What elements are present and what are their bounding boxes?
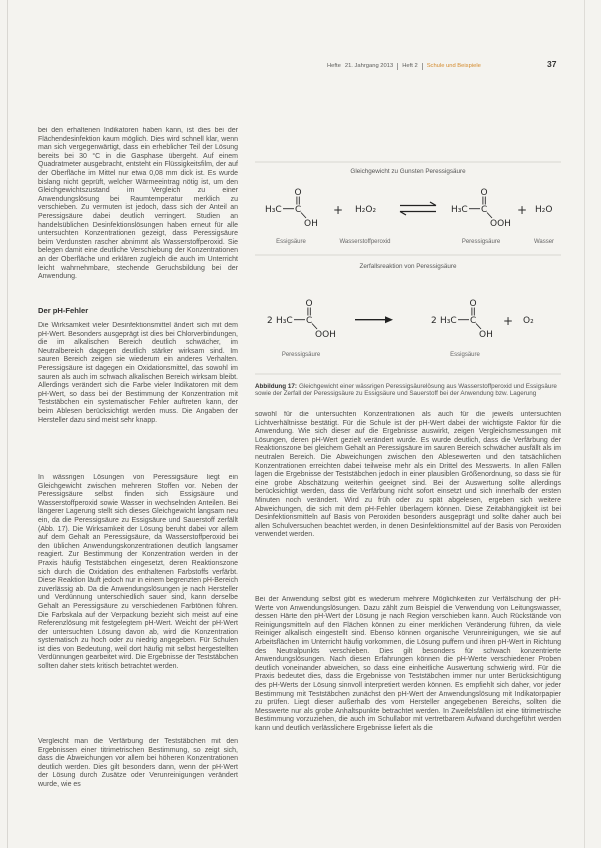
label-wasser: Wasser: [533, 239, 555, 245]
right-paragraph-1: sowohl für die untersuchten Konzentrationen als auch für die jeweils untersuchten Lichtverhältnisse bestätigt. Für die Schule ist der pH-Wert dabei der wichtigste Faktor für die Anwendung. Wie sich dieser auf die Ergebnisse auswirkt, zeigen Vergleichsmessungen mit Lösungen, deren pH-Wert gezielt verändert wurde. Es wurde deutlich, dass die Verfärbung der Reaktionszone bei gleichem Gehalt an Peressigsäure im sauren Bereich schwächer ausfällt als im neutralen Bereich. Die Abweichungen zwischen den Ablesewerten und den tatsächlichen Konzentrationen erreichten dabei teilweise mehr als ein Drittel des Messwerts. In allen Fällen lagen die Ergebnisse der Teststäbchen jedoch in einer plausiblen Größenordnung, so dass sie für eine grobe Abschätzung weiterhin geeignet sind. Bei der Auswertung sollte allerdings berücksichtigt werden, dass die Verfärbung nicht sofort einsetzt und sich innerhalb der ersten Minuten noch verändert. Wird zu früh oder zu spät abgelesen, ergeben sich weitere Abweichungen, die sich mit dem pH-Fehler überlagern können. Diese Zeitabhängigkeit ist bei Desinfektionsmitteln auf Basis von Peroxiden besonders ausgeprägt und sollte daher auch bei allen Schulversuchen beachtet werden, in denen Desinfektionsmittel auf der Basis von Peroxiden verwendet werden.: [255, 411, 561, 539]
methyl-group: H₃C: [276, 316, 293, 326]
label-peressigsaeure: Peressigsäure: [461, 239, 501, 245]
label-wasserstoffperoxid: Wasserstoffperoxid: [339, 239, 391, 245]
reaction-arrow: [355, 316, 393, 323]
molecule-essigsaeure: [265, 188, 318, 229]
plus-sign: +: [503, 314, 514, 328]
section-heading: Der pH-Fehler: [38, 306, 89, 315]
hydroxy-group: OH: [479, 330, 493, 340]
backward-arrow: [400, 212, 436, 216]
header-separator: [397, 63, 398, 70]
forward-arrow: [400, 202, 436, 206]
left-paragraph-4: Vergleicht man die Verfärbung der Teststäbchen mit den Ergebnissen einer titrimetrischen Bestimmung, so zeigt sich, dass die Abweichungen vor allem bei höheren Konzentrationen deutlich werden. Dies gilt besonders dann, wenn der pH-Wert der Lösung durch Zusätze oder Verunreinigungen verändert wurde, wie es: [38, 738, 238, 788]
molecule-essigsaeure-product: [431, 299, 493, 340]
equilibrium-title: Gleichgewicht zu Gunsten Peressigsäure: [350, 168, 466, 175]
oxygen-formula: O₂: [523, 316, 534, 326]
label-peressigsaeure: Peressigsäure: [281, 352, 321, 358]
page-edge-right: [584, 0, 585, 848]
stoichiometric-coefficient: 2: [431, 316, 437, 326]
carbonyl-oxygen: O: [294, 188, 302, 198]
section-name: Schule und Beispiele: [426, 63, 481, 69]
header-separator: [422, 63, 423, 70]
carbonyl-carbon: C: [481, 205, 488, 215]
carbon-oxygen-bond: [301, 213, 306, 219]
carbon-oxygen-bond: [487, 213, 492, 219]
reaction-arrow-head: [385, 316, 393, 323]
peroxy-group: OOH: [315, 330, 336, 340]
plus-sign: +: [333, 203, 344, 217]
page-edge-left: [7, 0, 8, 848]
decomposition-title: Zerfallsreaktion von Peressigsäure: [359, 263, 457, 270]
carbonyl-carbon: C: [306, 316, 313, 326]
carbonyl-oxygen: O: [305, 299, 313, 309]
carbonyl-oxygen: O: [480, 188, 488, 198]
molecule-peressigsaeure-reactant: [267, 299, 336, 340]
left-paragraph-2: Die Wirksamkeit vieler Desinfektionsmittel ändert sich mit dem pH-Wert. Besonders ausgeprägt ist dies bei Chlorverbindungen, die im alkalischen Bereich deutlich schwächer, im Neutralbereich dagegen deutlich stärker wirksam sind. Im sauren Bereich zeigen sie wiederum ein anderes Verhalten. Peressigsäure ist dagegen ein Oxidationsmittel, das sowohl im sauren als auch im schwach alkalischen Bereich wirksam bleibt. Allerdings verändert sich die Farbe vieler Indikatoren mit dem pH-Wert, so dass bei der Bestimmung der Konzentration mit Teststäbchen ein systematischer Fehler auftreten kann, der beim Ablesen berücksichtigt werden muss. Die Angaben der Hersteller dazu sind meist sehr knapp.: [38, 322, 238, 424]
methyl-group: H₃C: [451, 205, 468, 215]
peroxy-group: OOH: [490, 219, 511, 229]
page-number: 37: [547, 59, 557, 69]
carbonyl-carbon: C: [470, 316, 477, 326]
right-paragraph-2: Bei der Anwendung selbst gibt es wiederum mehrere Möglichkeiten zur Verfälschung der pH-Werte von Anwendungslösungen. Dazu zählt zum Beispiel die Verwendung von Leitungswasser, dessen Härte den pH-Wert der Lösung je nach Region verschieben kann. Auch Rückstände von Reinigungsmitteln auf den Flächen können zu einer merklichen Veränderung führen, da viele Reiniger alkalisch eingestellt sind. Ebenso können organische Verunreinigungen, wie sie auf Arbeitsflächen im Unterricht häufig vorkommen, die Lösung puffern und ihren pH-Wert in Richtung des Neutralpunkts verschieben. Dies gilt besonders für schwach konzentrierte Anwendungslösungen. Nach diesen Erfahrungen können die pH-Werte verschiedener Proben deutlich voneinander abweichen, so dass eine einheitliche Auswertung schwierig wird. Für die Praxis bedeutet dies, dass die Ergebnisse von Teststäbchen immer nur unter Berücksichtigung des pH-Werts der Lösung sinnvoll interpretiert werden können. Es empfiehlt sich daher, vor jeder Bestimmung mit Teststäbchen zunächst den pH-Wert der Anwendungslösung mit Indikatorpapier zu prüfen. Liegt dieser außerhalb des vom Hersteller angegebenen Bereichs, sollten die Messwerte nur als grobe Anhaltspunkte betrachtet werden. In Zweifelsfällen ist eine titrimetrische Bestimmung vorzuziehen, die auch im Schullabor mit vertretbarem Aufwand durchgeführt werden kann und deutlich verlässlichere Ergebnisse liefert als die: [255, 596, 561, 732]
carbonyl-oxygen: O: [469, 299, 477, 309]
stoichiometric-coefficient: 2: [267, 316, 273, 326]
plus-sign: +: [517, 203, 528, 217]
figure-caption: [255, 383, 561, 398]
hydrogen-peroxide-formula: H₂O₂: [355, 205, 377, 215]
molecule-peressigsaeure: [451, 188, 511, 229]
journal-name: Hefte: [327, 63, 341, 69]
hydroxy-group: OH: [304, 219, 318, 229]
carbon-oxygen-bond: [312, 324, 317, 330]
label-essigsaeure: Essigsäure: [276, 239, 306, 245]
issue-info: Heft 2: [402, 63, 418, 69]
water-formula: H₂O: [535, 205, 553, 215]
figure-caption-text: Gleichgewicht einer wässrigen Peressigsäurelösung aus Wasserstoffperoxid und Essigsäure sowie der Zerfall der Peressigsäure zu Essigsäure und Sauerstoff bei der Anwendung bzw. Lagerung: [255, 383, 557, 398]
equilibrium-arrows: [400, 202, 436, 215]
left-paragraph-1: bei den erhaltenen Indikatoren haben kann, ist dies bei der Flächendesinfektion kaum möglich. Dies wird schnell klar, wenn man sich vergegenwärtigt, dass ein erheblicher Teil der Lösung bereits bei 30 °C in die Gasphase übergeht. Auf einem Quadratmeter ausgebracht, entsteht ein Flüssigkeitsfilm, der auf der Oberfläche im Mittel nur etwa 0,08 mm dick ist. Es wurde bislang nicht geprüft, welcher Wärmeeintrag nötig ist, um den Gleichgewichtszustand im Vergleich zu einer Anwendungslösung bei Raumtemperatur merklich zu verschieben. Zu vermuten ist jedoch, dass sich der Anteil an Peressigsäure dabei deutlich verringert. Studien an handelsüblichen Desinfektionslösungen haben erneut für alle untersuchten Konzentrationen gezeigt, dass Peressigsäure beim Verdunsten rascher abnimmt als Wasserstoffperoxid. Sie belegen damit eine deutliche Verschiebung der Konzentrationen an der Oberfläche und erklären zugleich die auch im Unterricht leicht wahrnehmbare, stechende Geruchsbildung bei der Anwendung.: [38, 127, 238, 281]
carbon-oxygen-bond: [476, 324, 481, 330]
carbonyl-carbon: C: [295, 205, 302, 215]
volume-info: 21. Jahrgang 2013: [344, 63, 394, 69]
methyl-group: H₃C: [440, 316, 457, 326]
reaction-scheme-figure: [255, 160, 565, 378]
label-essigsaeure: Essigsäure: [450, 352, 480, 358]
methyl-group: H₃C: [265, 205, 282, 215]
left-paragraph-3: In wässrigen Lösungen von Peressigsäure liegt ein Gleichgewicht zwischen mehreren Stoffen vor. Neben der Peressigsäure selbst finden sich Essigsäure und Wasserstoffperoxid sowie Wasser in wechselnden Anteilen. Bei längerer Lagerung stellt sich dieses Gleichgewicht langsam neu ein, da die Peressigsäure zu Essigsäure und Sauerstoff zerfällt (Abb. 17). Die Wirksamkeit der Lösung beruht dabei vor allem auf dem Gehalt an Peressigsäure, da Wasserstoffperoxid bei den üblichen Anwendungskonzentrationen deutlich langsamer reagiert. Zur Bestimmung der Konzentration werden in der Praxis häufig Teststäbchen eingesetzt, deren Reaktionszone sich durch die Oxidation des enthaltenen Farbstoffs verfärbt. Diese Reaktion läuft jedoch nur in einem begrenzten pH-Bereich zuverlässig ab. Da die Anwendungslösungen je nach Hersteller und Verdünnung unterschiedlich sauer sind, kann derselbe Gehalt an Peressigsäure zu verschiedenen Farbtönen führen. Die Farbskala auf der Verpackung bezieht sich meist auf eine Referenzlösung mit festgelegtem pH-Wert. Weicht der pH-Wert der untersuchten Lösung davon ab, wird die Konzentration systematisch zu hoch oder zu niedrig angegeben. Für Schulen ist dies von Bedeutung, weil dort häufig mit selbst hergestellten Verdünnungen gearbeitet wird. Die Ergebnisse der Teststäbchen sollten daher stets kritisch betrachtet werden.: [38, 474, 238, 671]
running-header: [327, 62, 481, 70]
figure-caption-label: Abbildung 17:: [255, 383, 297, 390]
